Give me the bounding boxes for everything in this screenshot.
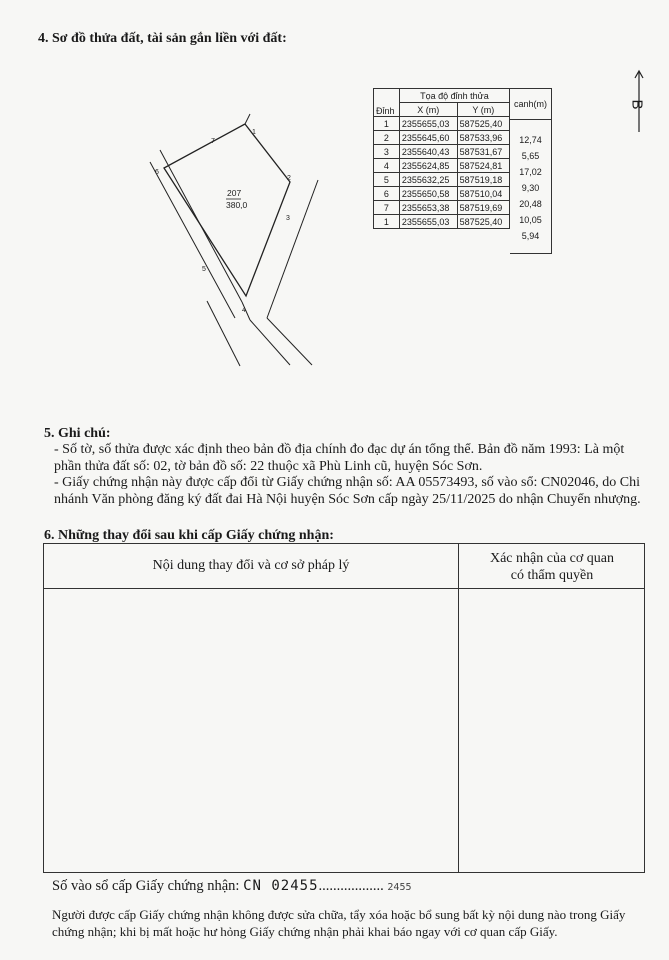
note-2: - Giấy chứng nhận này được cấp đổi từ Giấy chứng nhận số: AA 05573493, số vào sổ: CN02046, do Chi nhánh Văn phòng đăng ký đất đai Hà Nội huyện Sóc Sơn cấp ngày 25/11/2025 do nhận Chuyển nhượng. — [54, 475, 641, 507]
table-row: 1 2355655,03 587525,40 — [374, 117, 510, 131]
note-1: - Số tờ, số thửa được xác định theo bản đồ địa chính đo đạc dự án tổng thể. Bản đồ năm 1993: Là một phần thửa đất số: 02, tờ bản đồ số: 22 thuộc xã Phù Linh cũ, huyện Sóc Sơn. — [54, 442, 625, 474]
registration-label: Số vào sổ cấp Giấy chứng nhận: — [52, 878, 240, 894]
edge-length: 9,30 — [521, 183, 540, 193]
section-4-title: 4. Sơ đồ thửa đất, tài sản gắn liền với đất: — [38, 31, 287, 46]
parcel-boundary — [164, 124, 290, 296]
edge-length: 20,48 — [519, 199, 542, 209]
col-canh-header: canh(m) — [510, 89, 551, 120]
parcel-area: 380,0 — [226, 200, 248, 210]
parcel-number: 207 — [227, 188, 242, 198]
edge-length: 17,02 — [519, 167, 542, 177]
vertex-label: 1 — [252, 129, 256, 136]
coord-group-header: Tọa độ đỉnh thửa — [399, 89, 509, 103]
section-6-title: 6. Những thay đổi sau khi cấp Giấy chứng nhận: — [44, 528, 334, 543]
changes-content-header: Nội dung thay đổi và cơ sở pháp lý — [152, 558, 350, 573]
vertex-label: 4 — [242, 307, 246, 314]
footer-notice: Người được cấp Giấy chứng nhận không được sửa chữa, tẩy xóa hoặc bổ sung bất kỳ nội dung nào trong Giấy chứng nhận; khi bị mất hoặc hư hỏng Giấy chứng nhận phải khai báo ngay với cơ quan cấp Giấy. — [52, 907, 626, 939]
coordinate-table — [373, 88, 552, 253]
authority-confirmation-header: Xác nhận của cơ quan có thẩm quyền — [489, 551, 614, 583]
parcel-map — [130, 110, 340, 370]
notes — [54, 442, 644, 508]
table-row: 2 2355645,60 587533,96 — [374, 131, 510, 145]
vertex-label: 5 — [202, 266, 206, 273]
registration-line: Số vào sổ cấp Giấy chứng nhận: CN 02455.................. 2455 — [52, 878, 412, 894]
table-row: 1 2355655,03 587525,40 — [374, 215, 510, 229]
registration-number: CN 02455 — [243, 878, 319, 894]
edge-length: 10,05 — [519, 215, 542, 225]
vertex-label: 7 — [211, 138, 215, 145]
changes-table — [43, 543, 645, 873]
vertex-label: 6 — [155, 169, 159, 176]
edge-length: 12,74 — [519, 135, 542, 145]
col-dinh-header: Đỉnh — [374, 89, 400, 117]
table-row: 4 2355624,85 587524,81 — [374, 159, 510, 173]
table-row: 6 2355650,58 587510,04 — [374, 187, 510, 201]
col-y-header: Y (m) — [457, 103, 509, 117]
north-mark: B — [628, 99, 646, 110]
vertex-label: 2 — [287, 175, 291, 182]
table-row: 5 2355632,25 587519,18 — [374, 173, 510, 187]
edge-length: 5,65 — [521, 151, 540, 161]
edge-length: 5,94 — [521, 231, 540, 241]
col-x-header: X (m) — [399, 103, 457, 117]
table-row: 3 2355640,43 587531,67 — [374, 145, 510, 159]
section-5-title: 5. Ghi chú: — [44, 426, 111, 441]
edge-length-column — [510, 88, 552, 254]
registration-margin-note: 2455 — [387, 882, 412, 893]
vertex-label: 3 — [286, 215, 290, 222]
table-row: 7 2355653,38 587519,69 — [374, 201, 510, 215]
